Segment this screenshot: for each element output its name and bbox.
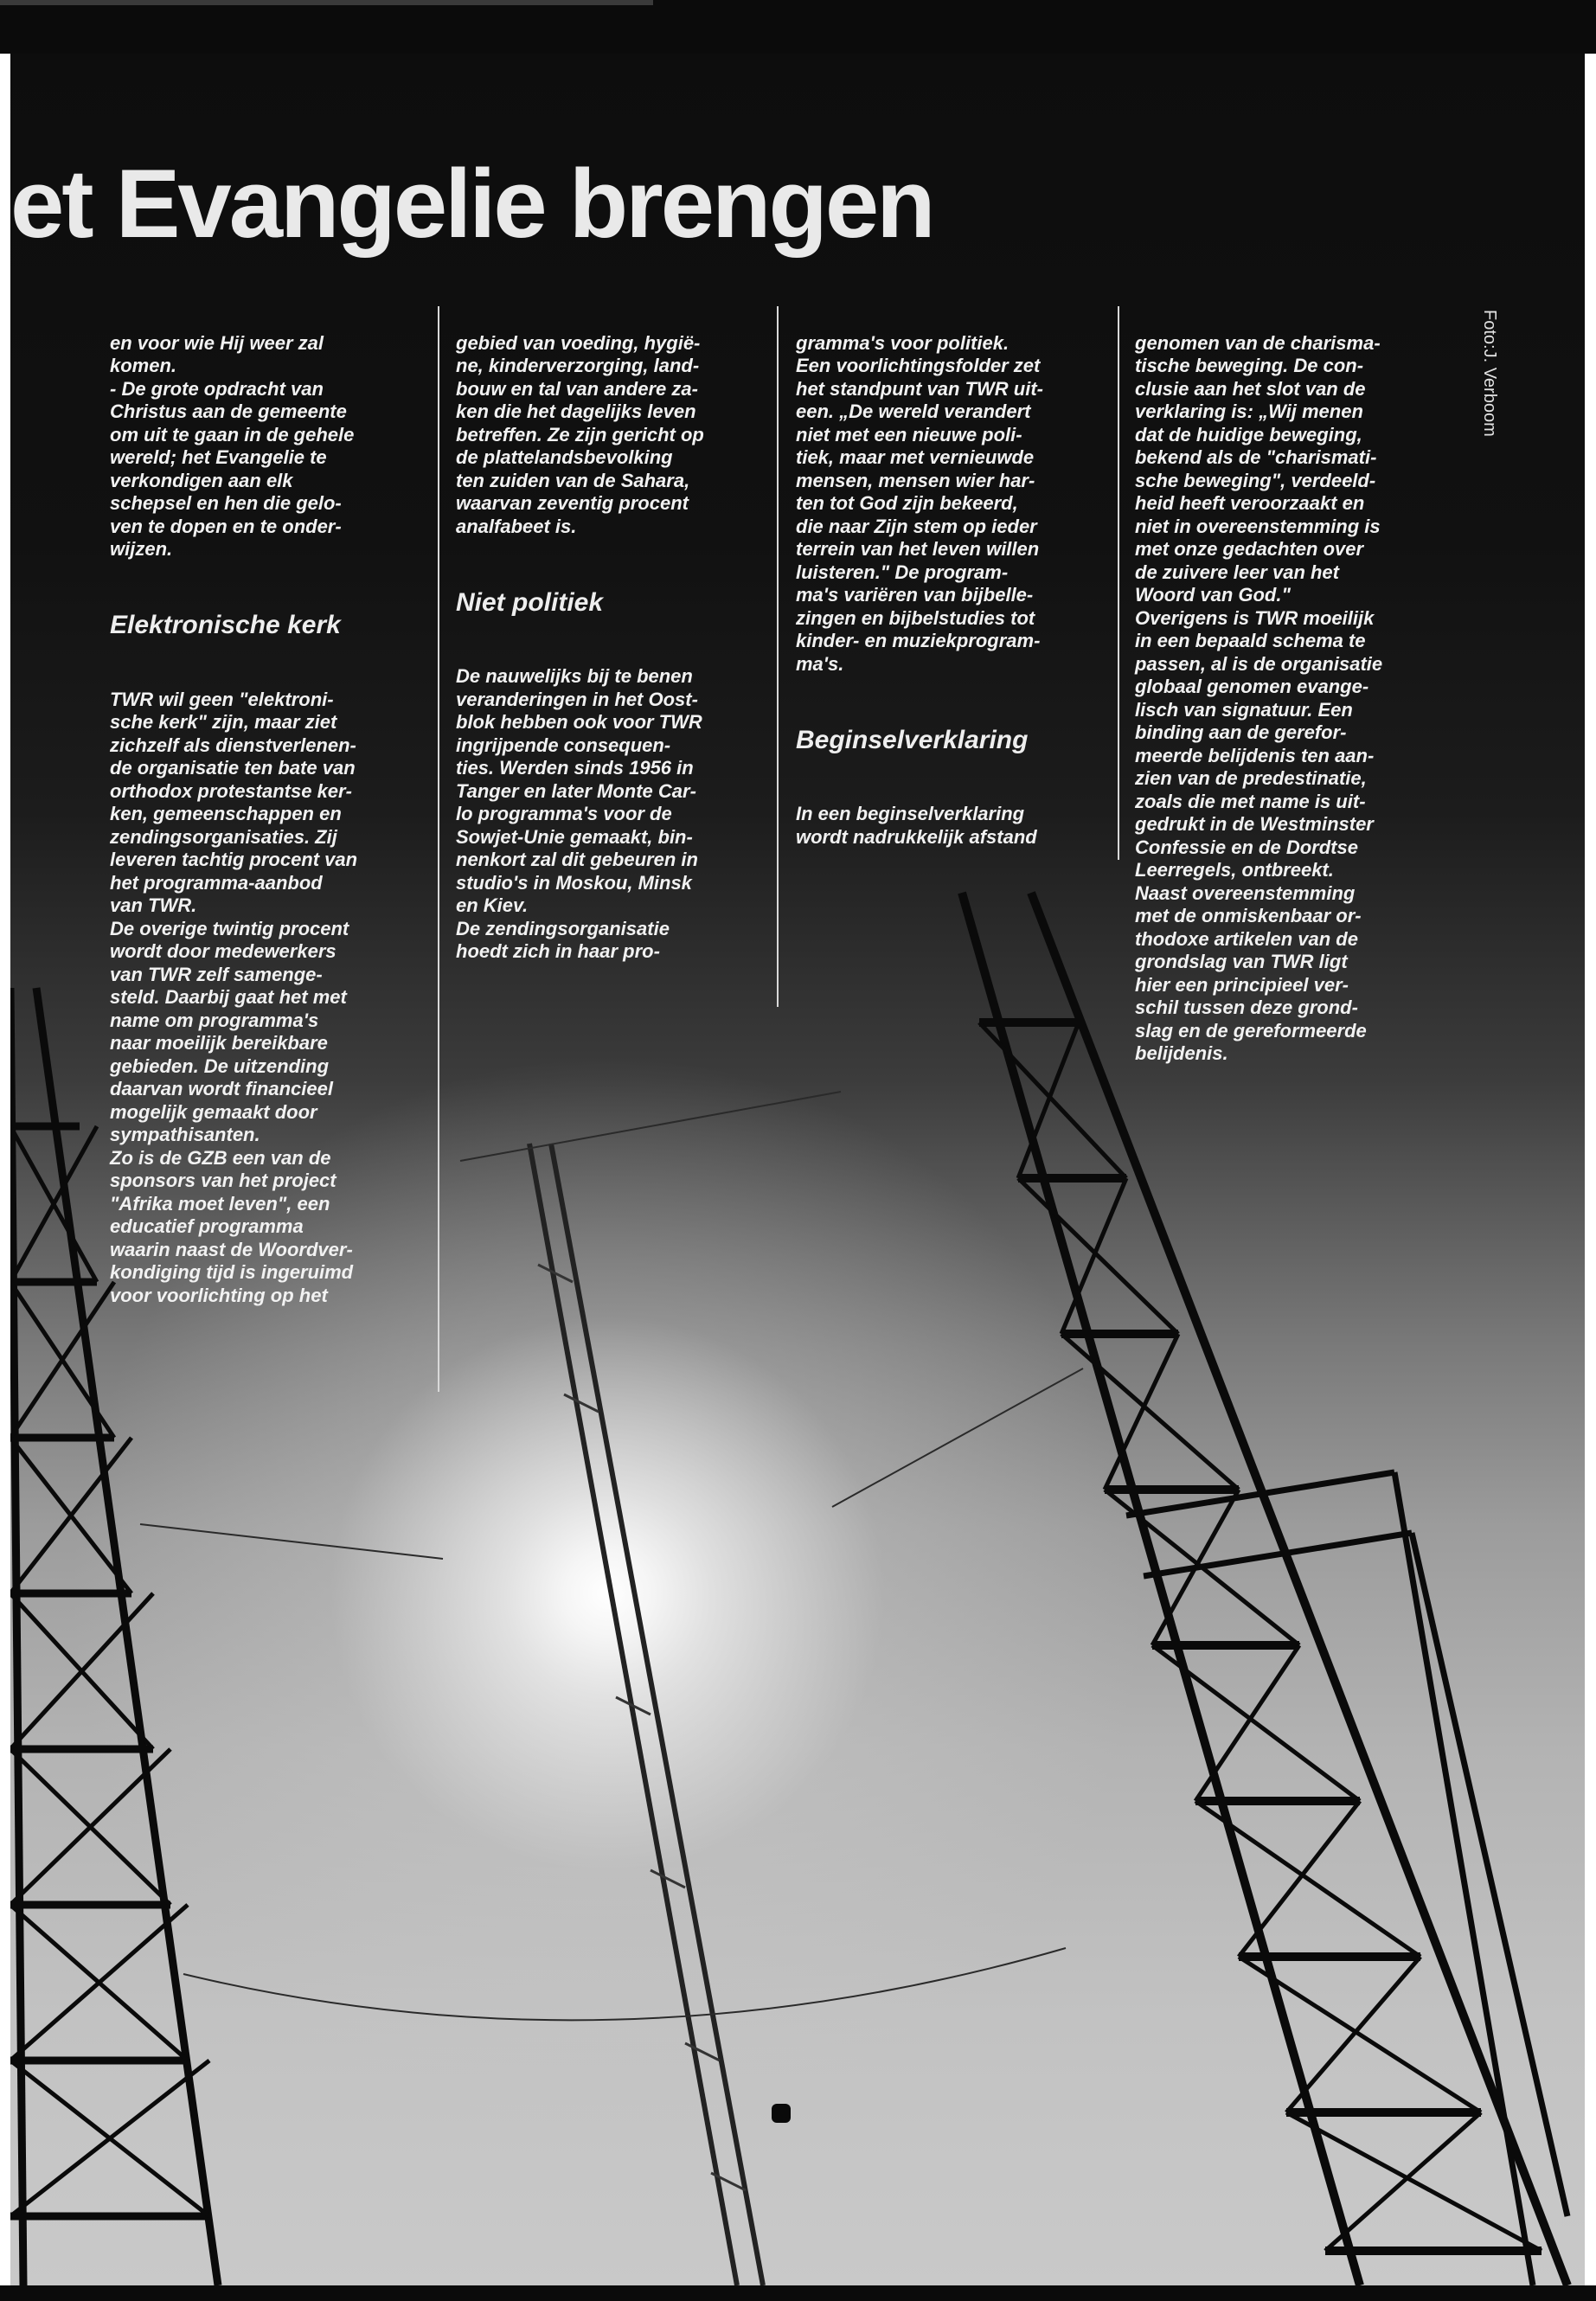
body-paragraph: TWR wil geen "elektroni- sche kerk" zijn, maar ziet zichzelf als dienstverlenen- de organisatie ten bate van orthodox protestantse ker- ken, gemeenschappen en zendingsorganisaties. Zij leveren tachtig procent van het programma-aanbod van TWR. De overige twintig procent wordt door medewerkers van TWR zelf samenge- steld. Daarbij gaat het met name om programma's naar moeilijk bereikbare gebieden. De uitzending daarvan wordt financieel mogelijk gemaakt door sympathisanten. Zo is de GZB een van de sponsors van het project "Afrika moet leven", een educatief programma waarin naast de Woordver- kondiging tijd is ingeruimd voor voorlichting op het xyxy=(110,688,358,1306)
body-paragraph: gebied van voeding, hygië- ne, kinderverzorging, land- bouw en tal van andere za- ken die het dagelijks leven betreffen. Ze zijn gericht op de plattelandsbevolking ten zuiden van de Sahara, waarvan zeventig procent analfabeet is. xyxy=(456,331,704,537)
body-paragraph: genomen van de charisma- tische beweging. De con- clusie aan het slot van de verklaring is: „Wij menen dat de huidige beweging, bekend als de "charismati- sche beweging", verdeeld- heid heeft veroorzaakt en niet in overeenstemming is met onze gedachten over de zuivere leer van het Woord van God." Overigens is TWR moeilijk in een bepaald schema te passen, al is de organisatie globaal genomen evange- lisch van signatuur. Een binding aan de gerefor- meerde belijdenis ten aan- zien van de predestinatie, zoals die met name is uit- gedrukt in de Westminster Confessie en de Dordtse Leerregels, ontbreekt. Naast overeenstemming met de onmiskenbaar or- thodoxe artikelen van de grondslag van TWR ligt hier een principieel ver- schil tussen deze grond- slag en de gereformeerde belijdenis. xyxy=(1135,331,1383,1064)
column-rule-1 xyxy=(438,306,439,1392)
body-paragraph: en voor wie Hij weer zal komen. - De grote opdracht van Christus aan de gemeente om uit te gaan in de gehele wereld; het Evangelie te verkondigen aan elk schepsel en hen die gelo- ven te dopen en te onder- wijzen. xyxy=(110,331,355,560)
text-column-4 xyxy=(1135,309,1455,1088)
text-column-3 xyxy=(796,309,1116,872)
top-black-band xyxy=(0,0,1596,54)
magazine-page xyxy=(10,54,1585,2285)
bottom-black-band xyxy=(0,2285,1596,2301)
top-band-tab xyxy=(0,0,653,5)
text-column-2 xyxy=(456,309,767,986)
subheading-niet-politiek: Niet politiek xyxy=(456,587,604,617)
photo-credit: Foto:J. Verboom xyxy=(1480,310,1499,437)
text-column-1 xyxy=(110,309,426,1330)
article-headline: et Evangelie brengen xyxy=(10,150,933,258)
subheading-beginselverklaring: Beginselverklaring xyxy=(796,725,1029,754)
subheading-elektronische-kerk: Elektronische kerk xyxy=(110,611,341,639)
column-rule-3 xyxy=(1118,306,1119,860)
center-mast xyxy=(529,1144,763,2285)
column-rule-2 xyxy=(777,306,779,1007)
body-paragraph: In een beginselverklaring wordt nadrukkelijk afstand xyxy=(796,803,1037,848)
body-paragraph: De nauwelijks bij te benen veranderingen in het Oost- blok hebben ook voor TWR ingrijpende consequen- ties. Werden sinds 1956 in Tanger en later Monte Car- lo programma's voor de Sowjet-Unie gemaakt, bin- nenkort zal dit gebeuren in studio's in Moskou, Minsk en Kiev. De zendingsorganisatie hoedt zich in haar pro- xyxy=(456,665,702,962)
body-paragraph: gramma's voor politiek. Een voorlichtingsfolder zet het standpunt van TWR uit- een. „De wereld verandert niet met een nieuwe poli- tiek, maar met vernieuwde mensen, mensen wier har- ten tot God zijn bekeerd, die naar Zijn stem op ieder terrein van het leven willen luisteren." De program- ma's variëren van bijbelle- zingen en bijbelstudies tot kinder- en muziekprogram- ma's. xyxy=(796,331,1043,675)
